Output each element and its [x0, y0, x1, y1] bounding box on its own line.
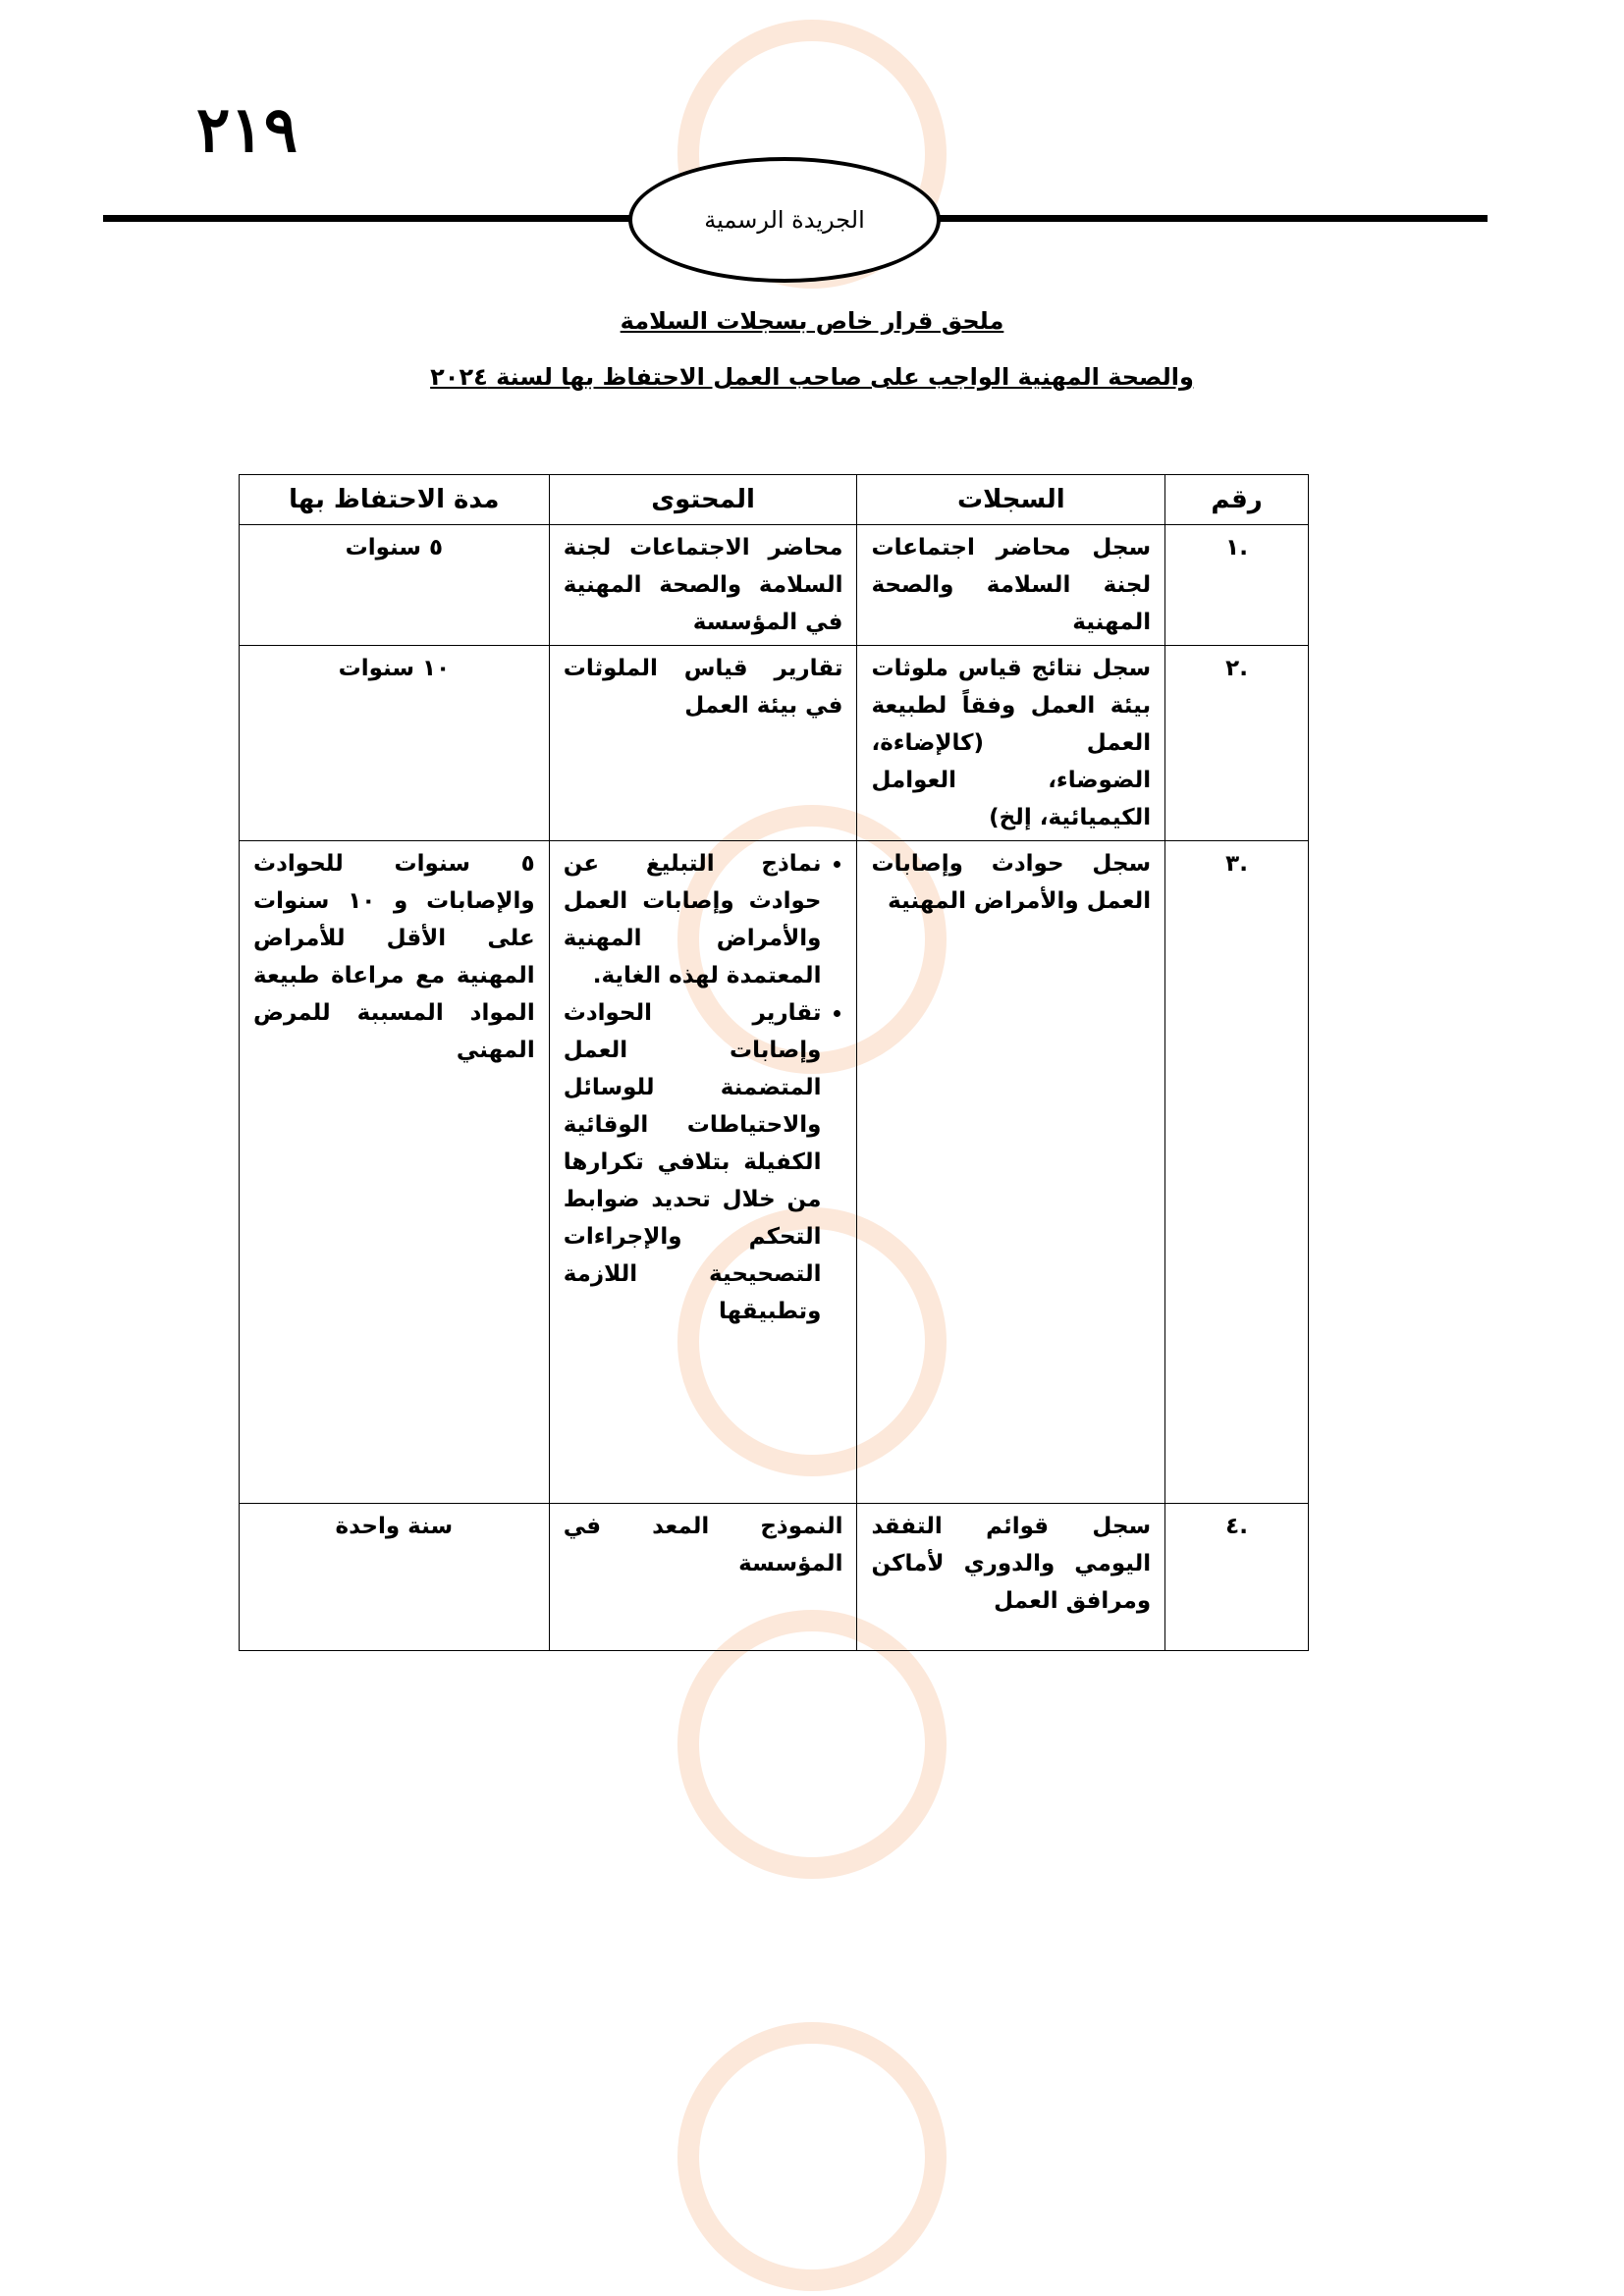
row-content: النموذج المعد في المؤسسة: [549, 1504, 857, 1651]
row-content: [549, 841, 857, 1504]
table-row: [240, 646, 1309, 841]
gazette-name-oval: [628, 157, 941, 283]
gazette-name: الجريدة الرسمية: [704, 206, 865, 234]
row-record: سجل حوادث وإصابات العمل والأمراض المهنية: [857, 841, 1165, 1504]
header-num: رقم: [1165, 475, 1309, 525]
records-table: [239, 474, 1309, 1651]
row-num: .٣: [1165, 841, 1309, 1504]
row-record: سجل قوائم التفقد اليومي والدوري لأماكن ومرافق العمل: [857, 1504, 1165, 1651]
row-record: سجل محاضر اجتماعات لجنة السلامة والصحة المهنية: [857, 525, 1165, 646]
header-content: المحتوى: [549, 475, 857, 525]
row-content: محاضر الاجتماعات لجنة السلامة والصحة المهنية في المؤسسة: [549, 525, 857, 646]
row-record: سجل نتائج قياس ملوثات بيئة العمل وفقاً لطبيعة العمل (كالإضاءة، الضوضاء، العوامل الكيميائية، إلخ): [857, 646, 1165, 841]
row-period: ٥ سنوات: [240, 525, 550, 646]
row-num: .٤: [1165, 1504, 1309, 1651]
row-content: تقارير قياس الملوثات في بيئة العمل: [549, 646, 857, 841]
table-row: [240, 525, 1309, 646]
content-bullet: • نماذج التبليغ عن حوادث وإصابات العمل والأمراض المهنية المعتمدة لهذه الغاية.: [564, 845, 822, 994]
doc-title-line-1: ملحق قرار خاص بسجلات السلامة: [620, 307, 1004, 335]
page-number: ٢١٩: [196, 93, 298, 167]
row-num: .١: [1165, 525, 1309, 646]
row-num: .٢: [1165, 646, 1309, 841]
watermark-clock-icon: [677, 2022, 947, 2291]
header-period: مدة الاحتفاظ بها: [240, 475, 550, 525]
table-row: [240, 1504, 1309, 1651]
row-period: سنة واحدة: [240, 1504, 550, 1651]
table-row: [240, 841, 1309, 1504]
header-record: السجلات: [857, 475, 1165, 525]
doc-title-line-2: والصحة المهنية الواجب على صاحب العمل الاحتفاظ بها لسنة ٢٠٢٤: [430, 363, 1194, 391]
row-period: ١٠ سنوات: [240, 646, 550, 841]
content-bullet-list: [564, 845, 843, 1330]
table-header-row: [240, 475, 1309, 525]
row-period: ٥ سنوات للحوادث والإصابات و ١٠ سنوات على الأقل للأمراض المهنية مع مراعاة طبيعة المواد المسببة للمرض المهني: [240, 841, 550, 1504]
content-bullet: • تقارير الحوادث وإصابات العمل المتضمنة للوسائل والاحتياطات الوقائية الكفيلة بتلافي تكرارها من خلال تحديد ضوابط التحكم والإجراءات التصحيحية اللازمة وتطبيقها: [564, 994, 822, 1330]
